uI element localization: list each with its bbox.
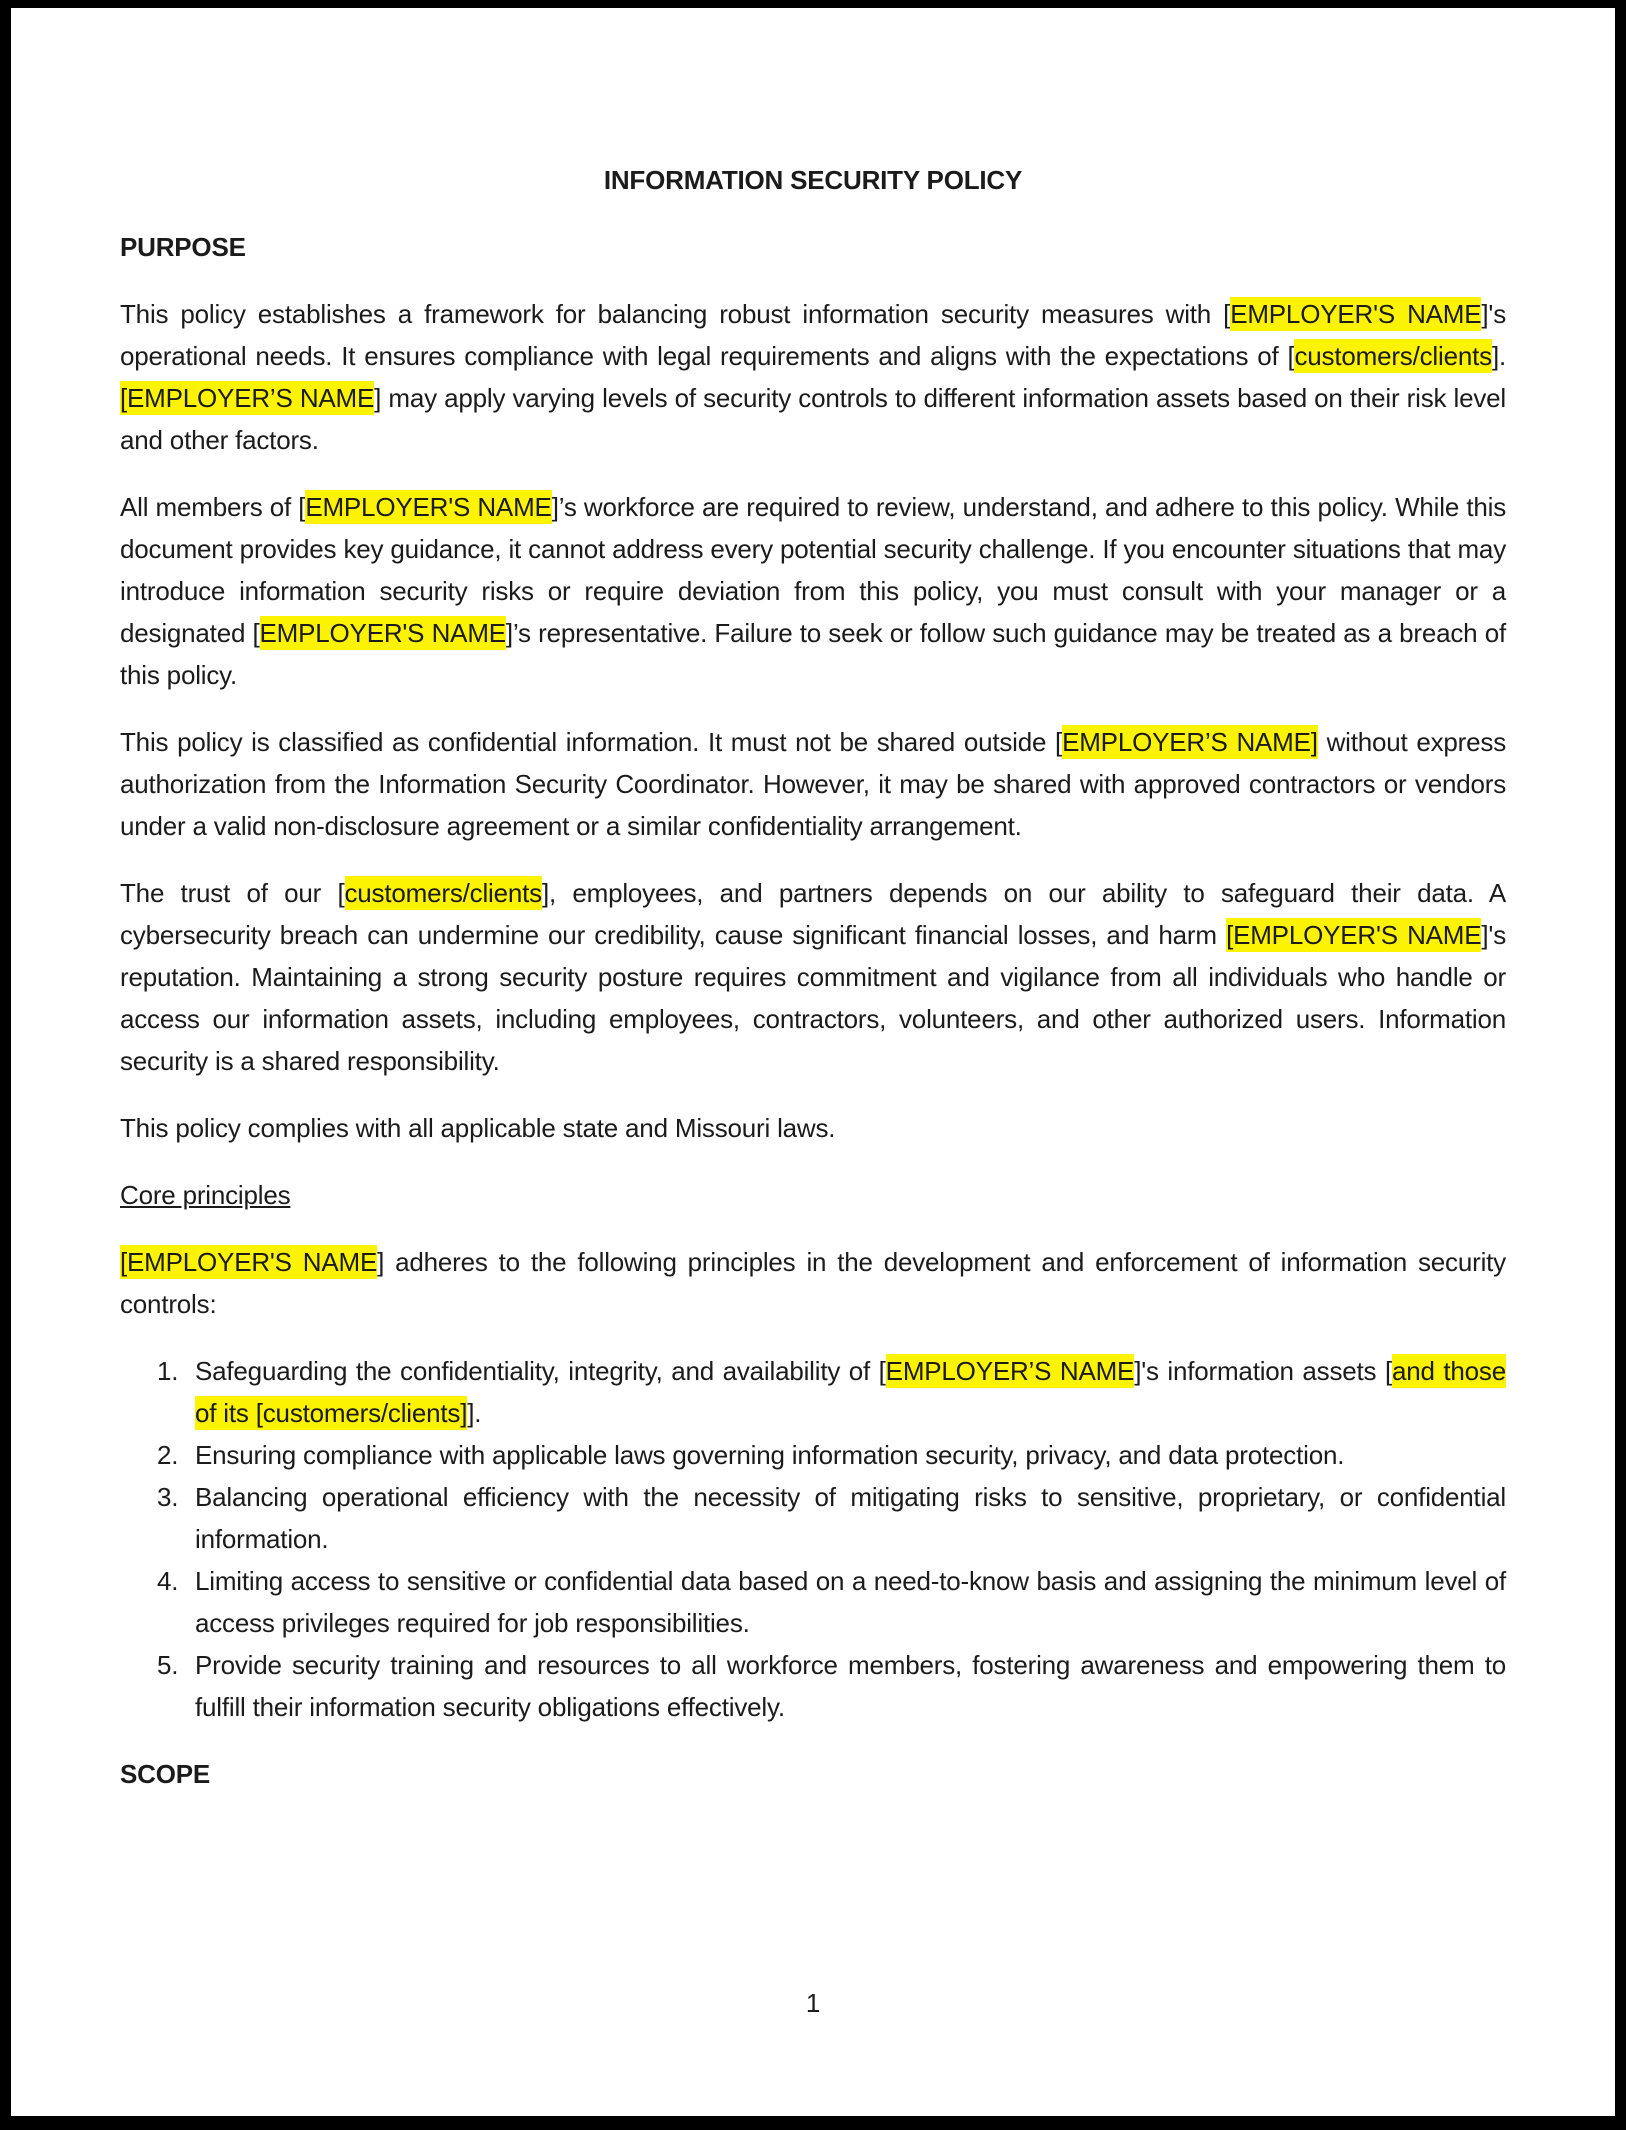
text-segment: without express authorization from the Information Security Coordinator. However, it may be shared with approved contractors or vendors under a valid non-disclosure agreement or a similar confidentiality arrangement. <box>120 727 1506 841</box>
page-number: 1 <box>805 1988 821 2018</box>
highlighted-placeholder: EMPLOYER’S NAME <box>885 1356 1135 1386</box>
compliance-paragraph <box>120 1107 1506 1149</box>
principle-item-4 <box>120 1560 1506 1644</box>
text-segment: ]'s reputation. Maintaining a strong security posture requires commitment and vigilance from all individuals who handle or access our information assets, including employees, contractors, volunteers, and other authorized users. Information security is a shared responsibility. <box>120 920 1506 1076</box>
highlighted-placeholder: EMPLOYER’S NAME] <box>1062 727 1318 757</box>
highlighted-placeholder: customers/clients <box>344 878 542 908</box>
core-principles-heading: Core principles <box>120 1180 291 1210</box>
principle-number: 2. <box>157 1440 179 1470</box>
text-segment: ]’s workforce are required to review, understand, and adhere to this policy. While this document provides key guidance, it cannot address every potential security challenge. If you encounter situations that may introduce information security risks or require deviation from this policy, you must consult with your manager or a designated [ <box>120 492 1506 648</box>
document-title: INFORMATION SECURITY POLICY <box>603 165 1023 195</box>
text-segment: This policy establishes a framework for balancing robust information security measures with [ <box>120 299 1231 329</box>
highlighted-placeholder: EMPLOYER'S NAME <box>1230 299 1482 329</box>
principle-number: 3. <box>157 1482 179 1512</box>
text-segment: The trust of our [ <box>120 878 345 908</box>
text-segment: ] adheres to the following principles in the development and enforcement of information security controls: <box>120 1247 1506 1319</box>
text-segment: Balancing operational efficiency with the necessity of mitigating risks to sensitive, proprietary, or confidential information. <box>195 1482 1506 1554</box>
purpose-paragraph-3 <box>120 721 1506 847</box>
text-segment: Limiting access to sensitive or confidential data based on a need-to-know basis and assigning the minimum level of access privileges required for job responsibilities. <box>195 1566 1506 1638</box>
principle-number: 5. <box>157 1650 179 1680</box>
text-segment: All members of [ <box>120 492 306 522</box>
text-segment: ]. <box>1491 341 1506 371</box>
text-segment: Ensuring compliance with applicable laws governing information security, privacy, and data protection. <box>195 1440 1345 1470</box>
principle-item-2 <box>120 1434 1506 1476</box>
highlighted-placeholder: customers/clients <box>1294 341 1492 371</box>
highlighted-placeholder: EMPLOYER'S NAME <box>305 492 552 522</box>
text-segment: ] may apply varying levels of security controls to different information assets based on their risk level and other factors. <box>120 383 1506 455</box>
principle-item-3 <box>120 1476 1506 1560</box>
principle-text <box>195 1644 1506 1728</box>
principle-text <box>195 1434 1506 1476</box>
purpose-heading: PURPOSE <box>120 232 246 262</box>
principle-number: 1. <box>157 1356 179 1386</box>
purpose-paragraph-1 <box>120 293 1506 461</box>
principle-text <box>195 1560 1506 1644</box>
principle-text <box>195 1350 1506 1434</box>
highlighted-placeholder: EMPLOYER'S NAME <box>259 618 506 648</box>
purpose-paragraph-2 <box>120 486 1506 696</box>
highlighted-placeholder: [EMPLOYER'S NAME <box>1226 920 1482 950</box>
text-segment: ], employees, and partners depends on our ability to safeguard their data. A cybersecurity breach can undermine our credibility, cause significant financial losses, and harm <box>120 878 1506 950</box>
text-segment: Provide security training and resources to all workforce members, fostering awareness and empowering them to fulfill their information security obligations effectively. <box>195 1650 1506 1722</box>
principles-list <box>120 1350 1506 1728</box>
purpose-paragraph-4 <box>120 872 1506 1082</box>
text-segment: This policy complies with all applicable state and Missouri laws. <box>120 1113 836 1143</box>
principle-number: 4. <box>157 1566 179 1596</box>
principle-item-1 <box>120 1350 1506 1434</box>
text-segment: ]'s operational needs. It ensures compliance with legal requirements and aligns with the expectations of [ <box>120 299 1506 371</box>
highlighted-placeholder: [EMPLOYER'S NAME <box>120 1247 378 1277</box>
principle-item-5 <box>120 1644 1506 1728</box>
text-segment: ]'s information assets [ <box>1134 1356 1392 1386</box>
text-segment: Safeguarding the confidentiality, integrity, and availability of [ <box>195 1356 886 1386</box>
scope-heading: SCOPE <box>120 1759 211 1789</box>
core-principles-intro <box>120 1241 1506 1325</box>
principle-text <box>195 1476 1506 1560</box>
text-segment: ]’s representative. Failure to seek or follow such guidance may be treated as a breach of this policy. <box>120 618 1506 690</box>
text-segment: This policy is classified as confidential information. It must not be shared outside [ <box>120 727 1063 757</box>
highlighted-placeholder: and those of its [customers/clients] <box>195 1356 1506 1428</box>
text-segment: ]. <box>467 1398 482 1428</box>
highlighted-placeholder: [EMPLOYER’S NAME <box>120 383 375 413</box>
